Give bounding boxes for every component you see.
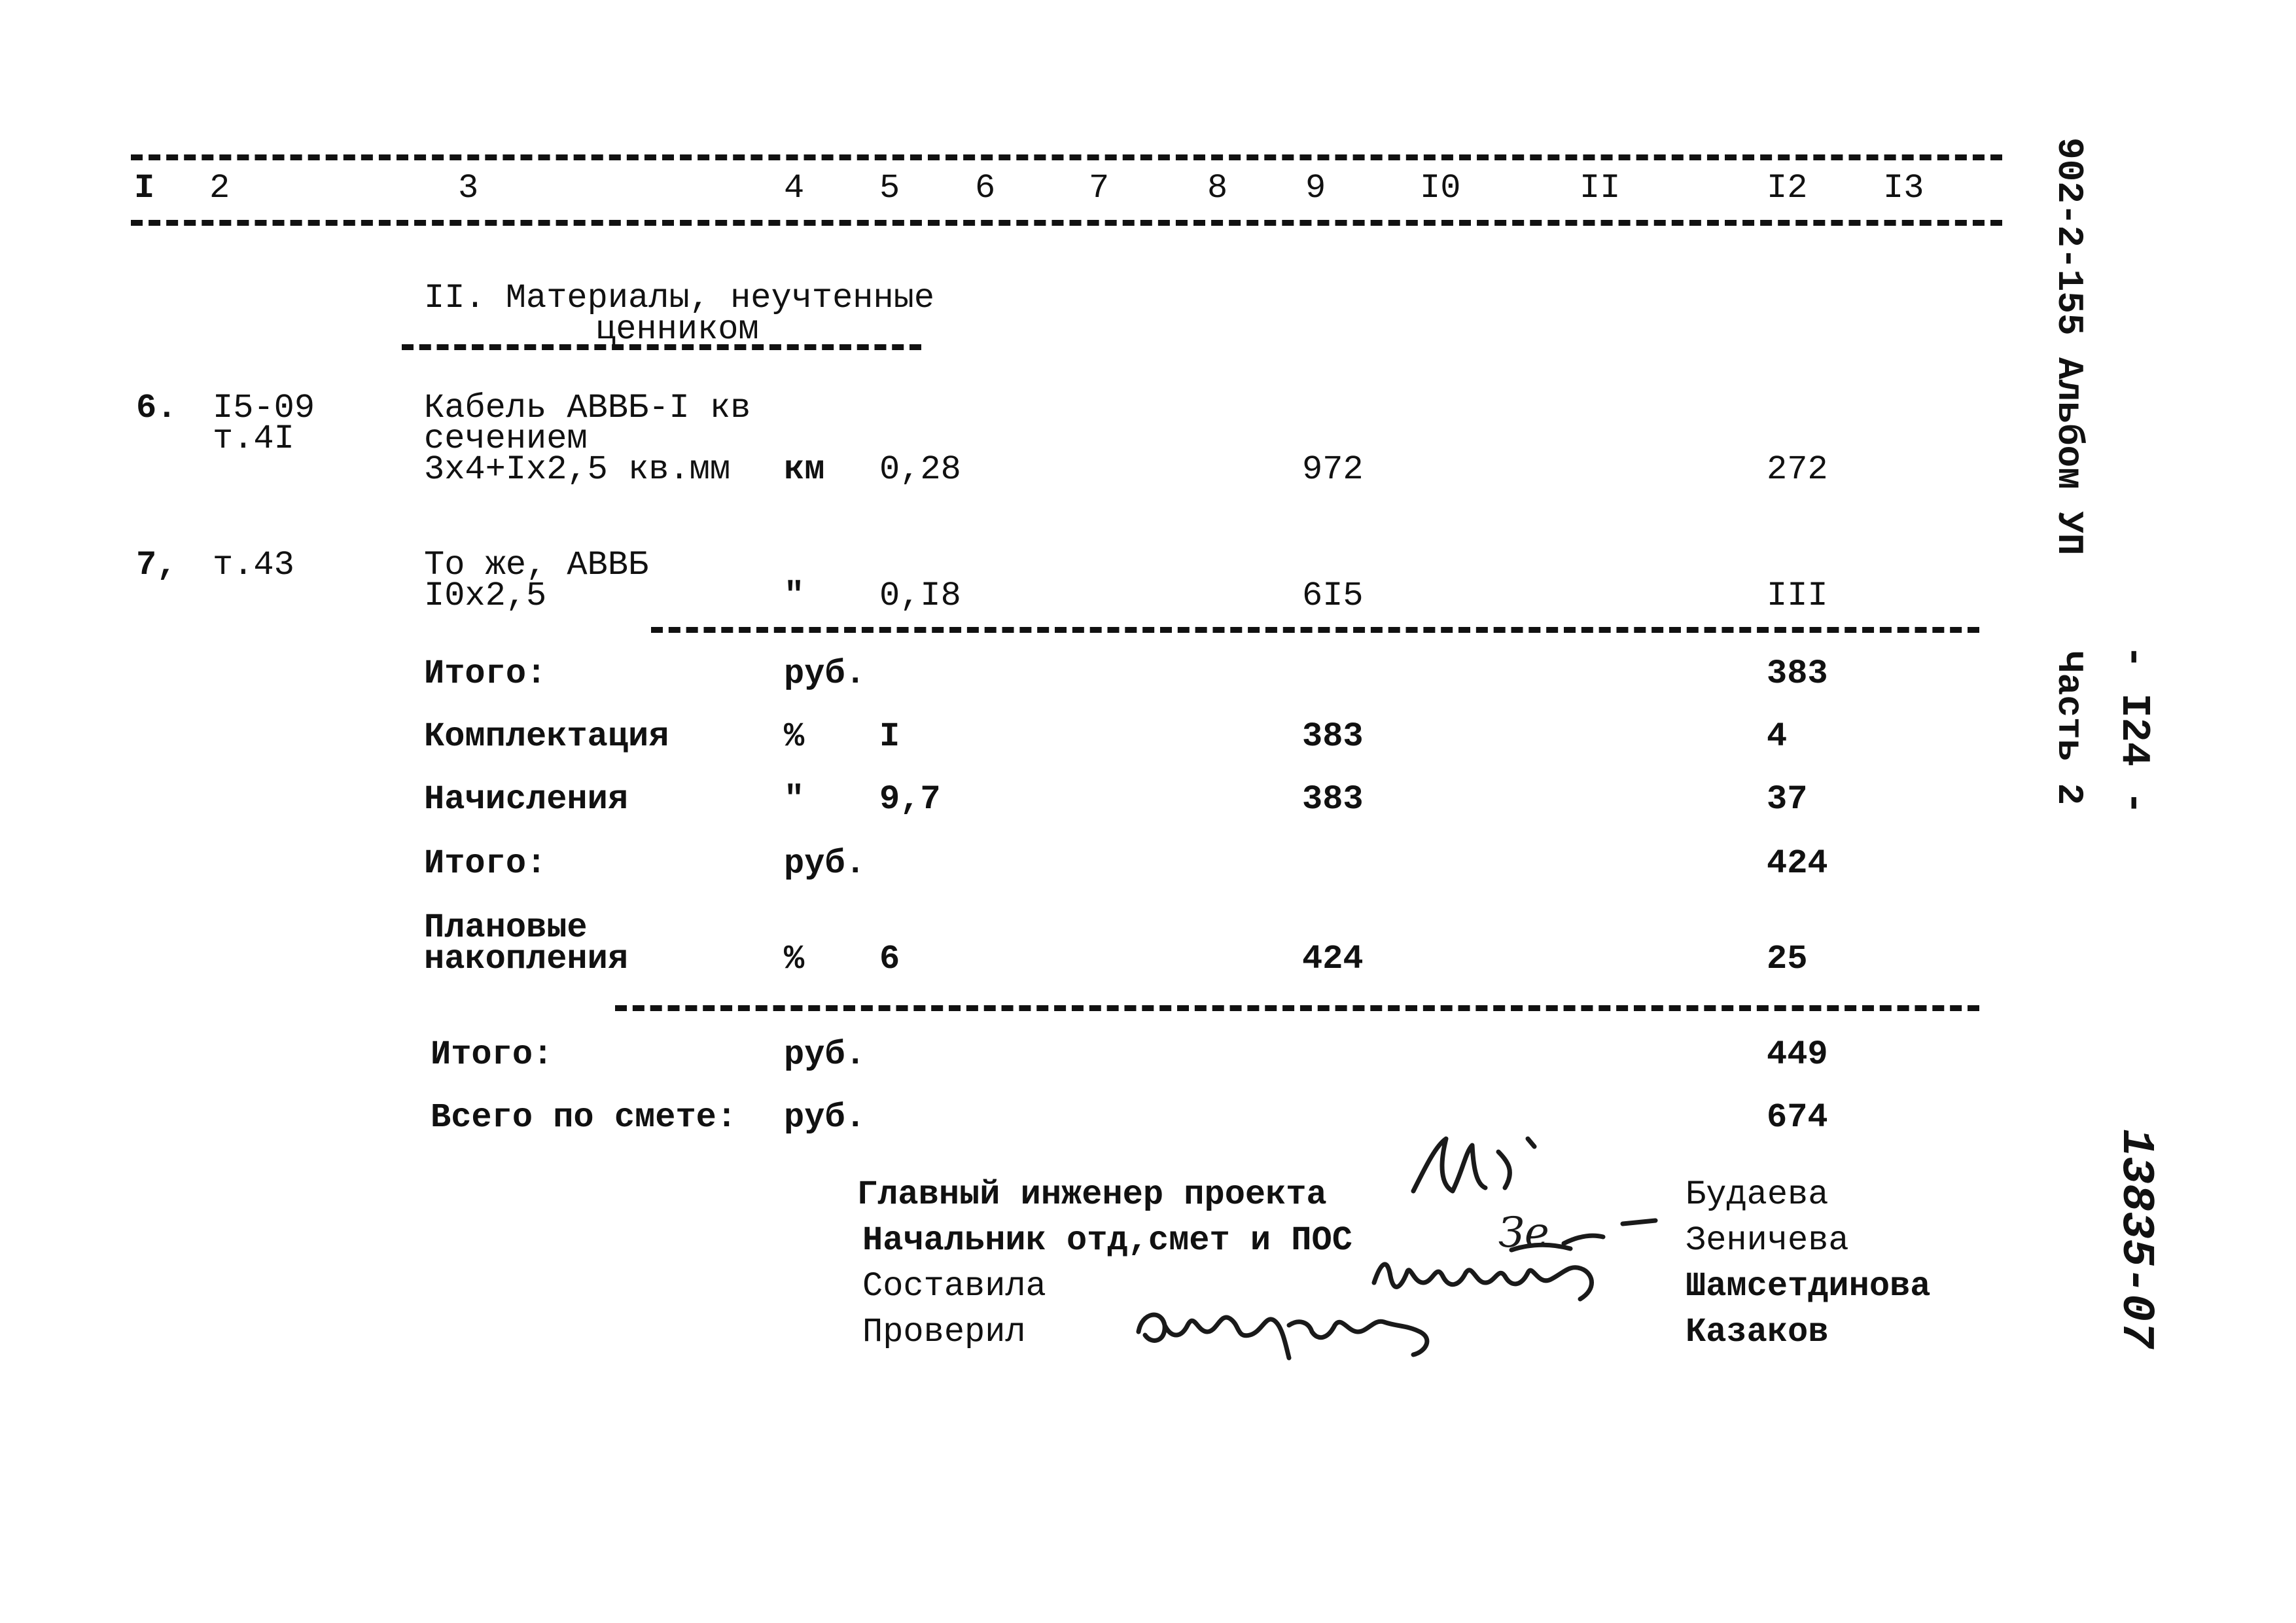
column-number: I3 [1883, 169, 1924, 207]
header-top-rule [131, 154, 2002, 160]
signature-name: Будаева [1686, 1175, 1829, 1214]
item-name: сечением [424, 419, 588, 458]
section-underline [402, 344, 921, 350]
part-designation: Часть 2 [2048, 651, 2090, 806]
column-number: 6 [975, 169, 996, 207]
column-number: 7 [1089, 169, 1110, 207]
item-price: 6I5 [1302, 577, 1364, 615]
summary-label: Комплектация [424, 717, 669, 756]
summary-unit: руб. [784, 1035, 866, 1074]
column-number: II [1580, 169, 1621, 207]
summary-unit: " [784, 780, 805, 819]
summary-unit: руб. [784, 1098, 866, 1137]
album-designation: 902-2-155 Альбом УП [2048, 137, 2090, 556]
summary-label: Плановые [424, 908, 588, 947]
summary-quantity: I [879, 717, 900, 756]
signature-name: Шамсетдинова [1686, 1267, 1931, 1306]
item-name: Кабель АВВБ-I кв [424, 389, 751, 427]
item-unit: км [784, 450, 825, 489]
handwritten-signature-chief-engineer [1400, 1126, 1557, 1211]
column-number: 2 [209, 169, 230, 207]
item-code: т.4I [213, 419, 294, 458]
summary-unit: руб. [784, 654, 866, 693]
summary-label: Итого: [424, 844, 547, 883]
signature-role: Начальник отд,смет и ПОС [862, 1221, 1352, 1260]
column-number: 9 [1305, 169, 1326, 207]
summary-total: 25 [1767, 940, 1808, 978]
column-number: I0 [1420, 169, 1461, 207]
item-price: 972 [1302, 450, 1364, 489]
column-number: 4 [784, 169, 805, 207]
summary-base: 424 [1302, 940, 1364, 978]
summary-unit: руб. [784, 844, 866, 883]
signature-role: Проверил [862, 1313, 1026, 1351]
signature-role: Составила [862, 1267, 1046, 1306]
header-bottom-rule [131, 220, 2002, 226]
signature-role: Главный инженер проекта [857, 1175, 1327, 1214]
item-quantity: 0,28 [879, 450, 961, 489]
summary-quantity: 6 [879, 940, 900, 978]
svg-text:Зе: Зе [1498, 1209, 1549, 1257]
column-number: 3 [458, 169, 479, 207]
column-number: I2 [1767, 169, 1808, 207]
summary-total: 37 [1767, 780, 1808, 819]
item-name: 3х4+Iх2,5 кв.мм [424, 450, 731, 489]
grand-total-value: 674 [1767, 1098, 1828, 1137]
summary-base: 383 [1302, 780, 1364, 819]
summary-label: Начисления [424, 780, 629, 819]
column-number: 5 [879, 169, 900, 207]
item-number: 6. [136, 389, 177, 427]
page-number: - I24 - [2111, 645, 2157, 815]
summary-label: накопления [424, 940, 629, 978]
summary-total: 4 [1767, 717, 1788, 756]
item-name: То же, АВВБ [424, 546, 649, 584]
summary-quantity: 9,7 [879, 780, 941, 819]
column-number: I [134, 169, 155, 207]
summary-total: 383 [1767, 654, 1828, 693]
summary-unit: % [784, 940, 805, 978]
signature-name: Зеничева [1686, 1221, 1849, 1260]
total-rule [615, 1005, 1979, 1011]
summary-label: Итого: [431, 1035, 554, 1074]
section-title: II. Материалы, неучтенные [424, 279, 935, 317]
item-number: 7, [136, 546, 177, 584]
item-total: III [1767, 577, 1828, 615]
inventory-number: 13835-07 [2110, 1129, 2161, 1349]
section-title-continued: ценником [595, 310, 759, 349]
summary-label: Итого: [424, 654, 547, 693]
signature-name: Казаков [1686, 1313, 1829, 1351]
item-code: I5-09 [213, 389, 315, 427]
item-name: I0х2,5 [424, 577, 547, 615]
subtotal-rule [651, 627, 1979, 633]
summary-base: 383 [1302, 717, 1364, 756]
grand-total-label: Всего по смете: [431, 1098, 737, 1137]
summary-total: 449 [1767, 1035, 1828, 1074]
item-unit: " [784, 577, 805, 615]
item-total: 272 [1767, 450, 1828, 489]
summary-unit: % [784, 717, 805, 756]
item-code: т.43 [213, 546, 294, 584]
column-number: 8 [1207, 169, 1228, 207]
item-quantity: 0,I8 [879, 577, 961, 615]
handwritten-signature-checker [1125, 1286, 1492, 1364]
summary-total: 424 [1767, 844, 1828, 883]
